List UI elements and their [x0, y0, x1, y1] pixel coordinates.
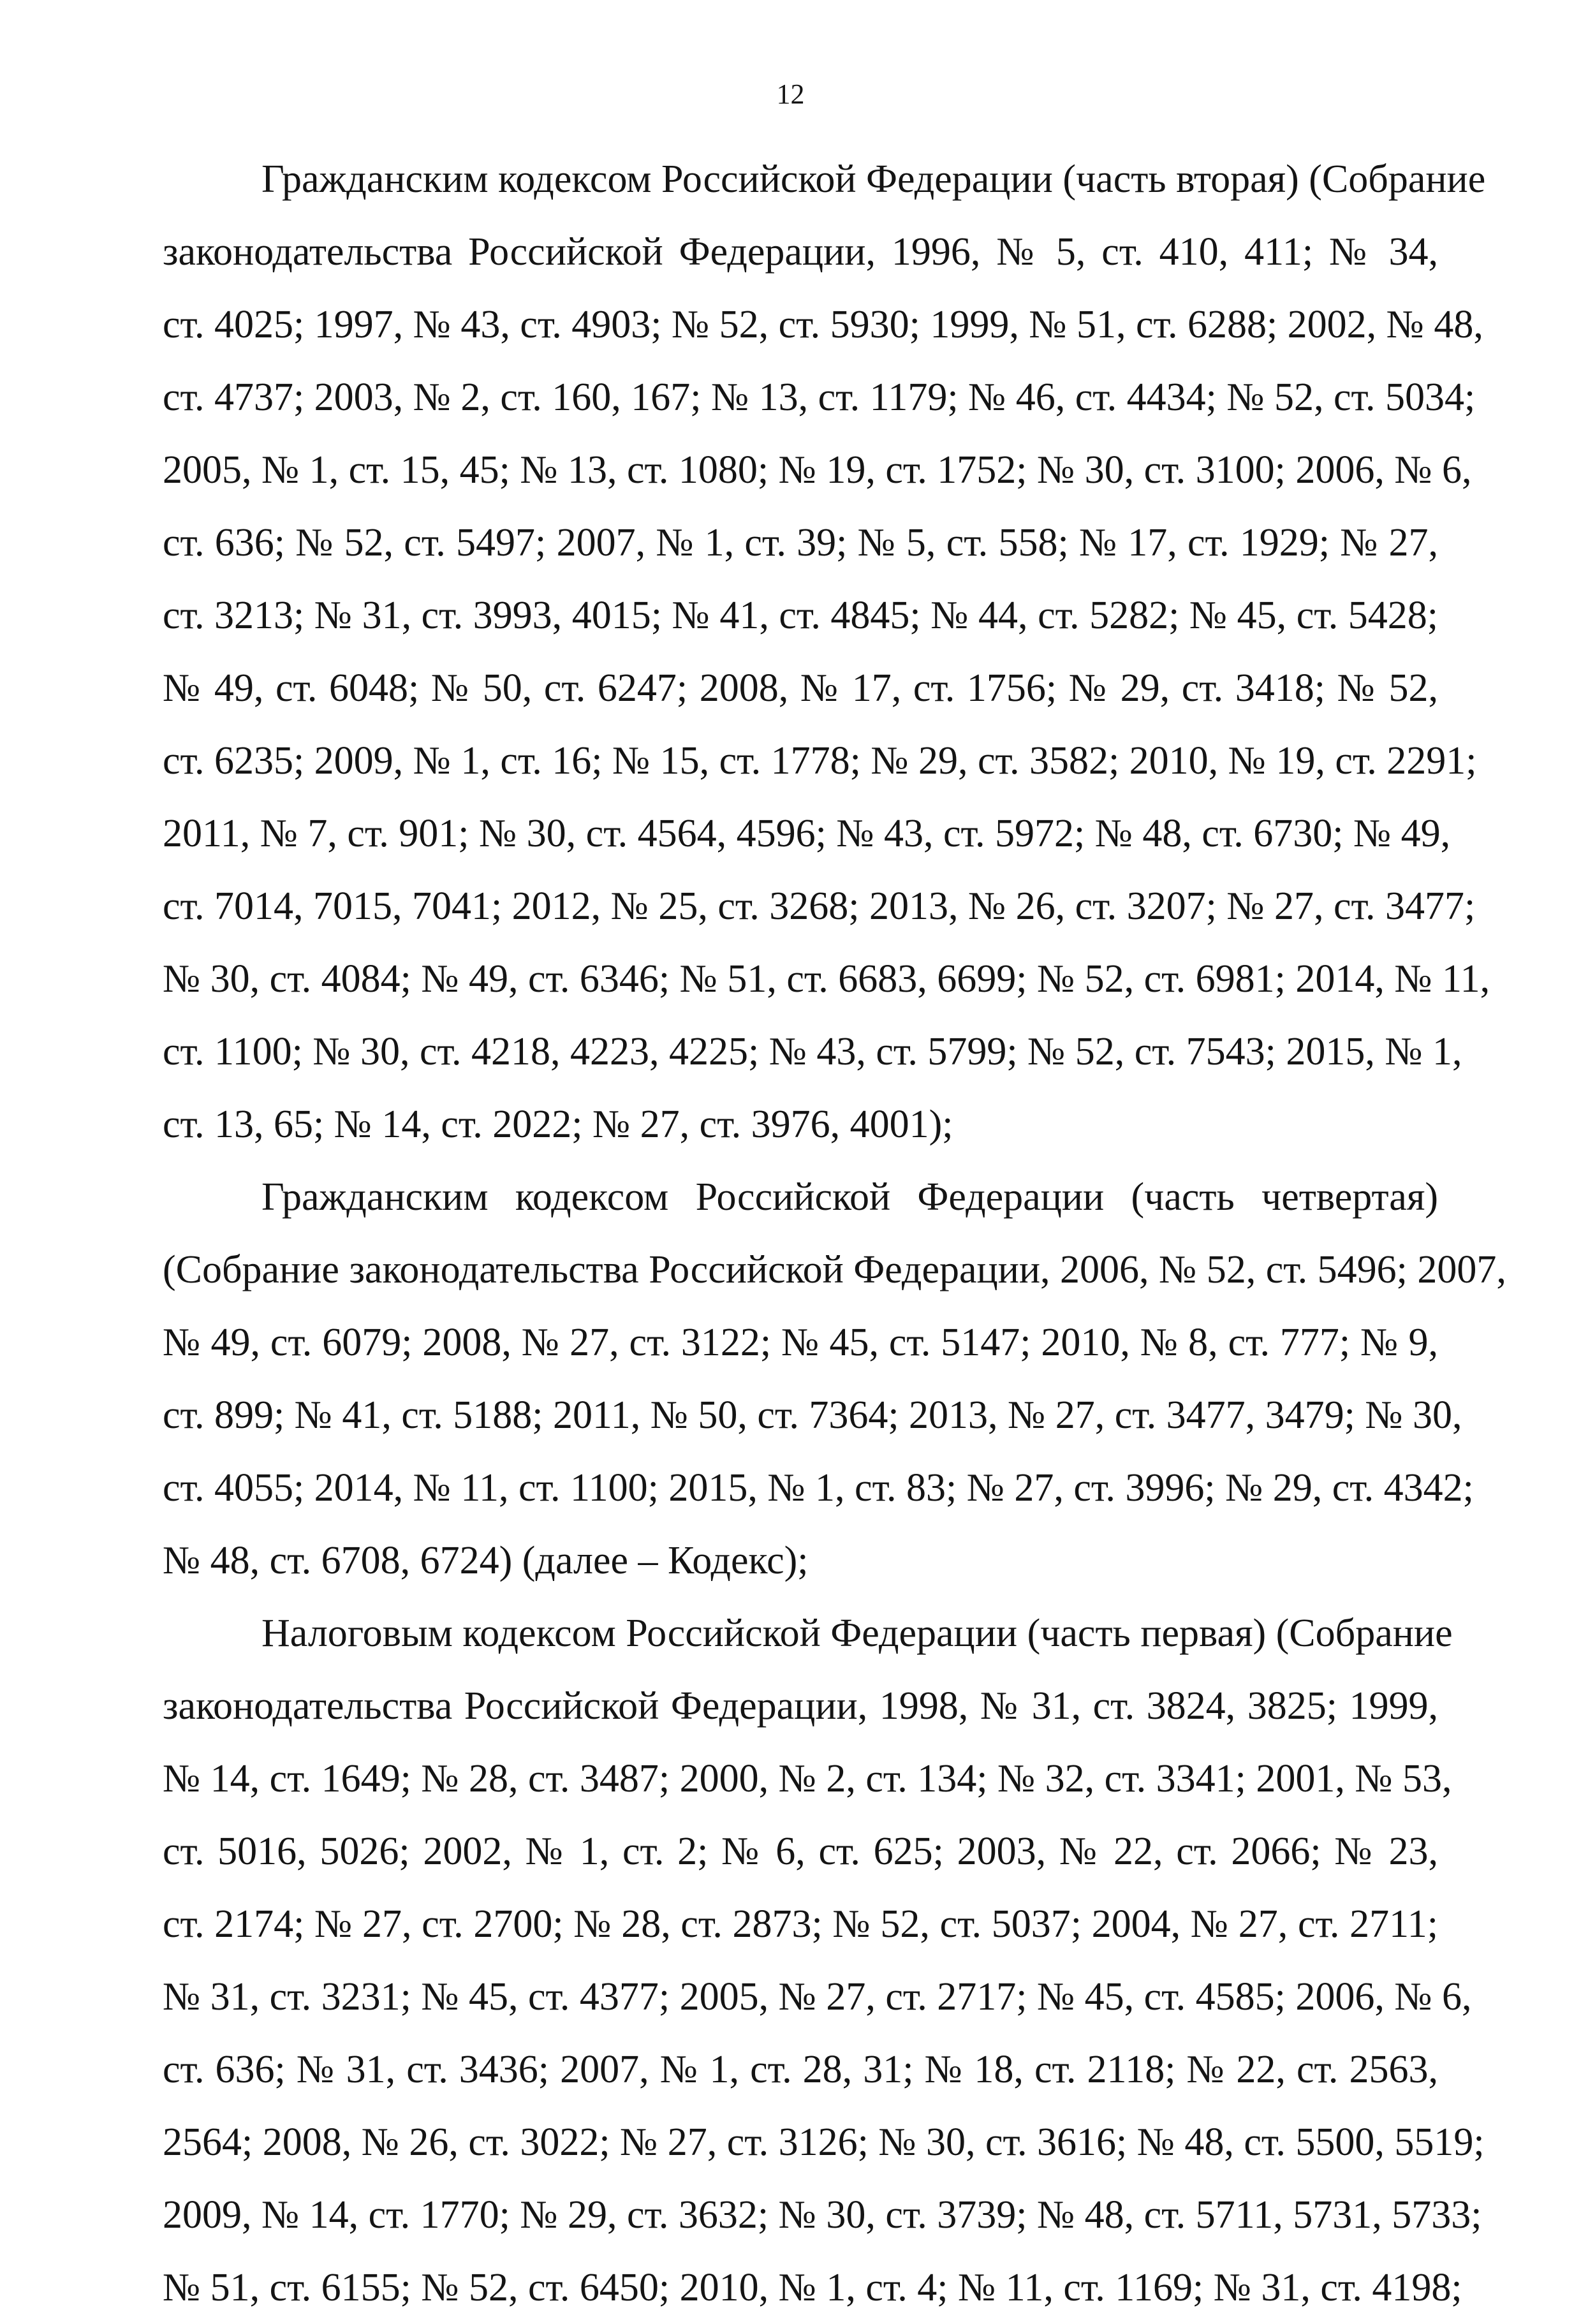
text-line: ст. 13, 65; № 14, ст. 2022; № 27, ст. 3976, 4001);: [163, 1103, 953, 1146]
text-line: ст. 4737; 2003, № 2, ст. 160, 167; № 13, ст. 1179; № 46, ст. 4434; № 52, ст. 5034;: [163, 376, 1476, 419]
text-line: (Собрание законодательства Российской Федерации, 2006, № 52, ст. 5496; 2007,: [163, 1248, 1506, 1291]
text-line: Гражданским кодексом Российской Федерации (часть вторая) (Собрание: [261, 158, 1486, 201]
paragraph-civil-code-part-four: [163, 1161, 1506, 1597]
text-line: № 49, ст. 6048; № 50, ст. 6247; 2008, № 17, ст. 1756; № 29, ст. 3418; № 52,: [163, 666, 1438, 710]
text-line: ст. 3213; № 31, ст. 3993, 4015; № 41, ст. 4845; № 44, ст. 5282; № 45, ст. 5428;: [163, 594, 1438, 637]
text-line: № 30, ст. 4084; № 49, ст. 6346; № 51, ст. 6683, 6699; № 52, ст. 6981; 2014, № 11,: [163, 957, 1490, 1001]
text-line: ст. 636; № 52, ст. 5497; 2007, № 1, ст. 39; № 5, ст. 558; № 17, ст. 1929; № 27,: [163, 521, 1438, 564]
paragraph-civil-code-part-two: [163, 143, 1490, 1161]
text-line: № 48, ст. 6708, 6724) (далее – Кодекс);: [163, 1539, 809, 1582]
text-line: № 51, ст. 6155; № 52, ст. 6450; 2010, № 1, ст. 4; № 11, ст. 1169; № 31, ст. 4198;: [163, 2266, 1462, 2309]
text-line: 2011, № 7, ст. 901; № 30, ст. 4564, 4596; № 43, ст. 5972; № 48, ст. 6730; № 49,: [163, 812, 1451, 855]
text-line: законодательства Российской Федерации, 1998, № 31, ст. 3824, 3825; 1999,: [163, 1684, 1438, 1728]
text-line: ст. 2174; № 27, ст. 2700; № 28, ст. 2873; № 52, ст. 5037; 2004, № 27, ст. 2711;: [163, 1902, 1438, 1946]
paragraph-tax-code-part-one: [163, 1597, 1485, 2324]
text-line: ст. 899; № 41, ст. 5188; 2011, № 50, ст. 7364; 2013, № 27, ст. 3477, 3479; № 30,: [163, 1394, 1462, 1437]
page-number: 12: [776, 78, 805, 110]
text-line: ст. 5016, 5026; 2002, № 1, ст. 2; № 6, ст. 625; 2003, № 22, ст. 2066; № 23,: [163, 1830, 1438, 1873]
text-line: Налоговым кодексом Российской Федерации (часть первая) (Собрание: [261, 1612, 1453, 1655]
text-line: 2009, № 14, ст. 1770; № 29, ст. 3632; № 30, ст. 3739; № 48, ст. 5711, 5731, 5733;: [163, 2193, 1482, 2237]
text-line: ст. 636; № 31, ст. 3436; 2007, № 1, ст. 28, 31; № 18, ст. 2118; № 22, ст. 2563,: [163, 2048, 1438, 2091]
text-line: № 49, ст. 6079; 2008, № 27, ст. 3122; № 45, ст. 5147; 2010, № 8, ст. 777; № 9,: [163, 1321, 1438, 1364]
text-line: законодательства Российской Федерации, 1996, № 5, ст. 410, 411; № 34,: [163, 230, 1438, 274]
text-line: ст. 4055; 2014, № 11, ст. 1100; 2015, № 1, ст. 83; № 27, ст. 3996; № 29, ст. 4342;: [163, 1466, 1474, 1510]
text-line: № 31, ст. 3231; № 45, ст. 4377; 2005, № 27, ст. 2717; № 45, ст. 4585; 2006, № 6,: [163, 1975, 1472, 2019]
text-line: № 14, ст. 1649; № 28, ст. 3487; 2000, № 2, ст. 134; № 32, ст. 3341; 2001, № 53,: [163, 1757, 1452, 1800]
text-line: ст. 6235; 2009, № 1, ст. 16; № 15, ст. 1778; № 29, ст. 3582; 2010, № 19, ст. 2291;: [163, 739, 1477, 783]
text-line: ст. 4025; 1997, № 43, ст. 4903; № 52, ст. 5930; 1999, № 51, ст. 6288; 2002, № 48,: [163, 303, 1483, 346]
text-line: ст. 1100; № 30, ст. 4218, 4223, 4225; № 43, ст. 5799; № 52, ст. 7543; 2015, № 1,: [163, 1030, 1462, 1073]
text-line: ст. 7014, 7015, 7041; 2012, № 25, ст. 3268; 2013, № 26, ст. 3207; № 27, ст. 3477;: [163, 885, 1476, 928]
text-line: Гражданским кодексом Российской Федерации (часть четвертая): [261, 1175, 1438, 1219]
document-body: [163, 143, 1506, 2324]
text-line: 2005, № 1, ст. 15, 45; № 13, ст. 1080; № 19, ст. 1752; № 30, ст. 3100; 2006, № 6,: [163, 448, 1472, 492]
text-line: 2564; 2008, № 26, ст. 3022; № 27, ст. 3126; № 30, ст. 3616; № 48, ст. 5500, 5519;: [163, 2121, 1485, 2164]
